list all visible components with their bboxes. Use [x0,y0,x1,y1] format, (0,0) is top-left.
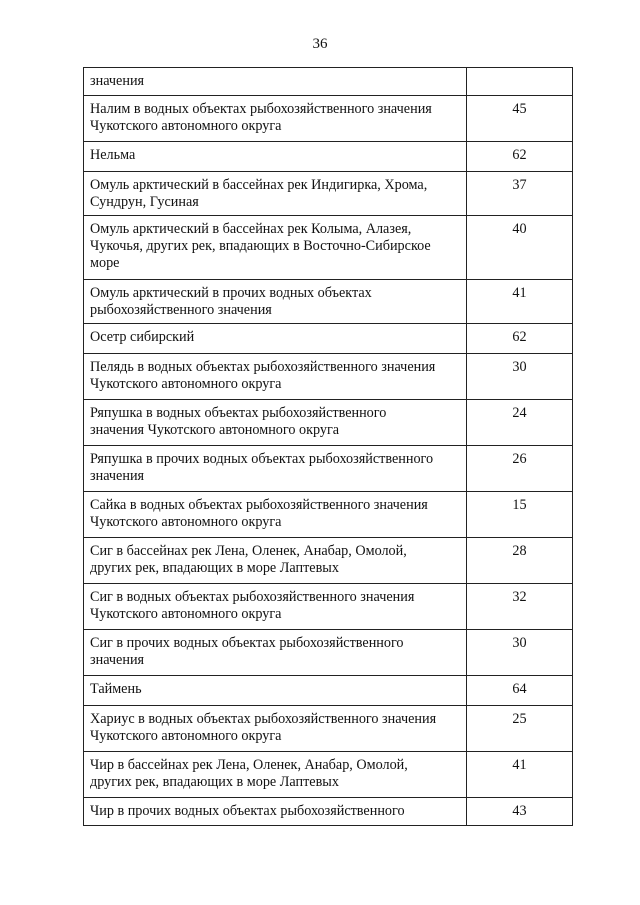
species-name: Ряпушка в прочих водных объектах рыбохозяйственного значения [90,451,434,484]
value-cell [467,142,573,172]
species-cell [84,752,467,798]
value-cell [467,752,573,798]
species-value: 30 [512,359,527,375]
species-cell [84,446,467,492]
table-row [84,584,573,630]
species-value: 62 [512,147,527,163]
species-value: 40 [512,221,527,237]
species-name: Таймень [90,681,142,697]
species-value: 28 [512,543,527,559]
species-cell [84,142,467,172]
species-cell [84,68,467,96]
species-name: Сиг в прочих водных объектах рыбохозяйственного значения [90,635,404,668]
data-table [83,67,573,826]
species-value: 37 [512,177,527,193]
value-cell [467,584,573,630]
table-row [84,538,573,584]
species-name: Сайка в водных объектах рыбохозяйственного значения Чукотского автономного округа [90,497,428,530]
species-value: 30 [512,635,527,651]
species-cell [84,798,467,826]
species-name: Хариус в водных объектах рыбохозяйственного значения Чукотского автономного округа [90,711,437,744]
species-cell [84,400,467,446]
value-cell [467,324,573,354]
species-cell [84,630,467,676]
table-row [84,630,573,676]
species-name: Ряпушка в водных объектах рыбохозяйственного значения Чукотского автономного округа [90,405,387,438]
species-name: Сиг в водных объектах рыбохозяйственного значения Чукотского автономного округа [90,589,415,622]
species-cell [84,676,467,706]
species-name: Чир в бассейнах рек Лена, Оленек, Анабар, Омолой, других рек, впадающих в море Лаптевых [90,757,408,790]
value-cell [467,706,573,752]
table-row [84,446,573,492]
page-number: 36 [312,36,328,52]
value-cell [467,354,573,400]
species-cell [84,354,467,400]
table-row [84,492,573,538]
species-name: Омуль арктический в прочих водных объектах рыбохозяйственного значения [90,285,372,318]
table-row [84,96,573,142]
value-cell [467,492,573,538]
value-cell [467,538,573,584]
species-value: 24 [512,405,527,421]
value-cell [467,630,573,676]
value-cell [467,96,573,142]
species-cell [84,538,467,584]
species-value: 45 [512,101,527,117]
species-name: Нельма [90,147,136,163]
species-value: 25 [512,711,527,727]
species-value: 26 [512,451,527,467]
species-name: Налим в водных объектах рыбохозяйственного значения Чукотского автономного округа [90,101,432,134]
table-row [84,400,573,446]
species-value: 62 [512,329,527,345]
species-name: значения [90,73,145,89]
species-name: Пелядь в водных объектах рыбохозяйственного значения Чукотского автономного округа [90,359,436,392]
value-cell [467,172,573,216]
species-value: 43 [512,803,527,819]
table-row [84,324,573,354]
species-name: Осетр сибирский [90,329,195,345]
species-value: 41 [512,757,527,773]
table-row [84,68,573,96]
table-row [84,676,573,706]
value-cell [467,798,573,826]
species-value: 41 [512,285,527,301]
table-row [84,172,573,216]
value-cell [467,446,573,492]
table-row [84,142,573,172]
species-cell [84,172,467,216]
table-row [84,752,573,798]
value-cell [467,400,573,446]
species-name: Омуль арктический в бассейнах рек Индигирка, Хрома, Сундрун, Гусиная [90,177,428,210]
species-cell [84,492,467,538]
species-cell [84,584,467,630]
table-row [84,798,573,826]
value-cell [467,216,573,280]
species-value: 15 [512,497,527,513]
table-row [84,280,573,324]
species-cell [84,324,467,354]
table-row [84,706,573,752]
species-name: Чир в прочих водных объектах рыбохозяйственного [90,803,405,819]
value-cell [467,676,573,706]
species-cell [84,96,467,142]
value-cell [467,280,573,324]
species-name: Сиг в бассейнах рек Лена, Оленек, Анабар, Омолой, других рек, впадающих в море Лаптевых [90,543,407,576]
species-value: 32 [512,589,527,605]
table-row [84,216,573,280]
species-cell [84,706,467,752]
species-cell [84,216,467,280]
table-row [84,354,573,400]
species-cell [84,280,467,324]
species-name: Омуль арктический в бассейнах рек Колыма, Алазея, Чукочья, других рек, впадающих в Восточно-Сибирское море [90,221,431,271]
value-cell [467,68,573,96]
species-value: 64 [512,681,527,697]
